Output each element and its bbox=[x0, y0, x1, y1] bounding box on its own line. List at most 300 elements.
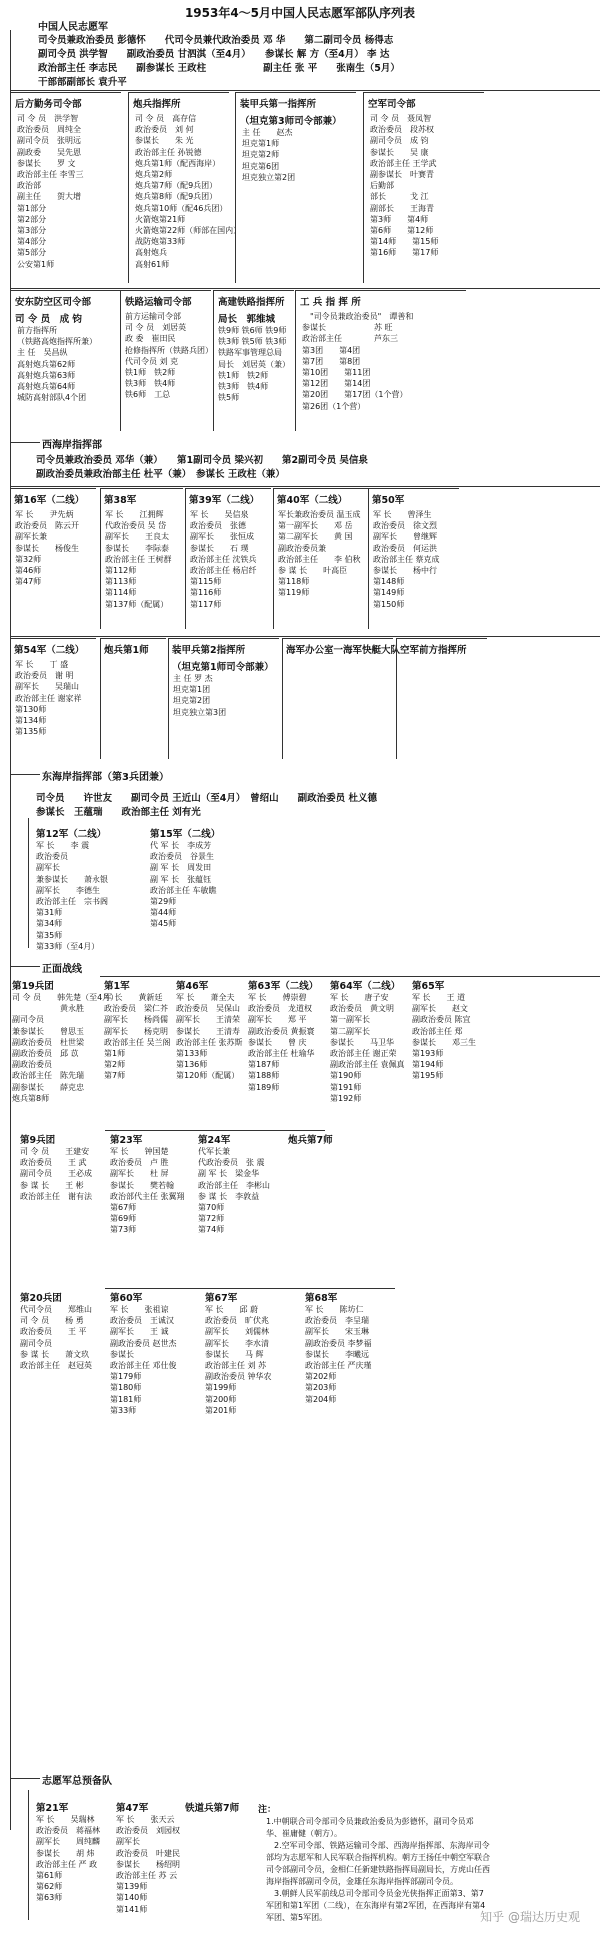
unit-line: 第62师 bbox=[36, 1882, 63, 1892]
unit-lines bbox=[135, 113, 242, 270]
west-row-rule bbox=[10, 486, 600, 487]
unit-line: 第115师 bbox=[190, 577, 222, 587]
unit-line: 政治部主任 孙锐德 bbox=[135, 147, 202, 157]
unit-line: 第31师 bbox=[36, 908, 63, 918]
unit-line: 第135师 bbox=[15, 727, 47, 737]
unit-lines bbox=[330, 992, 410, 1104]
unit-line: 政治委员 王 武 bbox=[20, 1158, 87, 1168]
unit-name: 第24军 bbox=[198, 1135, 231, 1146]
unit-name: 装甲兵第一指挥所 bbox=[240, 99, 317, 110]
unit-box bbox=[104, 978, 174, 1082]
unit-line: 副司令员 bbox=[12, 1015, 44, 1025]
unit-line: 军 长 黄新廷 bbox=[104, 993, 163, 1002]
unit-line: 坦克独立第2团 bbox=[242, 172, 296, 182]
unit-line: 第199师 bbox=[205, 1383, 237, 1393]
unit-line: 炮兵第10师（配46兵团） bbox=[135, 203, 228, 213]
unit-line: 副军长 张恒成 bbox=[190, 532, 254, 542]
unit-name: 第50军 bbox=[372, 495, 405, 506]
unit-line: 第44师 bbox=[150, 908, 177, 918]
unit-line: 副参谋长 叶赛青 bbox=[370, 170, 434, 180]
unit-box bbox=[36, 826, 146, 952]
unit-lines bbox=[370, 113, 484, 259]
unit-box bbox=[10, 488, 96, 629]
unit-box bbox=[10, 92, 121, 283]
unit-line: 3.朝鲜人民军前线总司令部司令员金光侠指挥正面第3、第7 bbox=[266, 1889, 484, 1898]
hq-line: 干部部副部长 袁升平 bbox=[38, 77, 127, 88]
unit-line: 政治部主任 沈铁兵 bbox=[190, 554, 257, 564]
unit-line: 第3师 第4师 bbox=[370, 214, 429, 224]
unit-box bbox=[288, 1132, 358, 1146]
unit-line: 公安第1师 bbox=[17, 259, 55, 269]
unit-line: 第29师 bbox=[150, 897, 177, 907]
unit-line: 第202师 bbox=[305, 1372, 337, 1382]
unit-line: 高射炮兵第62师 bbox=[17, 359, 76, 369]
unit-line: 铁3师 铁5师 铁3师 bbox=[218, 337, 287, 347]
unit-line: 主 任 吴昌纵 bbox=[17, 348, 68, 358]
unit-line: 第33师（至4月） bbox=[36, 941, 100, 951]
unit-line: 政治部主任 蔡克成 bbox=[373, 554, 440, 564]
unit-line: 铁3师 铁4师 bbox=[218, 382, 269, 392]
unit-line: 第20团 第17团（1个营） bbox=[302, 390, 408, 400]
unit-line: 坦克独立第3团 bbox=[173, 707, 227, 717]
east-line: 参谋长 王蕴瑞 政治部主任 刘有光 bbox=[36, 807, 201, 818]
unit-lines bbox=[373, 509, 459, 610]
unit-line: 政治委员 段苏权 bbox=[370, 125, 434, 135]
unit-line: 政治部主任 李彬山 bbox=[198, 1180, 270, 1190]
unit-line: 第61师 bbox=[36, 1871, 63, 1881]
unit-line: 局长 刘居英（兼） bbox=[218, 359, 290, 369]
unit-line: 军 长 李 震 bbox=[36, 841, 90, 850]
unit-line: 副军长 杜 屏 bbox=[110, 1169, 169, 1179]
unit-line: 参谋长 杨俊生 bbox=[15, 543, 79, 553]
unit-line: 军 长 陈坊仁 bbox=[305, 1305, 364, 1314]
unit-line: 第149师 bbox=[373, 588, 405, 598]
unit-name: 后方勤务司令部 bbox=[15, 99, 82, 110]
unit-box bbox=[185, 1800, 255, 1814]
unit-line: 政治部主任 苏 云 bbox=[116, 1871, 178, 1881]
unit-name: 炮兵指挥所 bbox=[133, 99, 181, 110]
unit-line: 铁1师 铁2师 bbox=[125, 368, 176, 378]
unit-box bbox=[100, 488, 183, 629]
unit-line: 军 长 吴瑞林 bbox=[36, 1815, 95, 1824]
unit-line: 政治部主任 宗书阁 bbox=[36, 897, 108, 907]
unit-lines bbox=[116, 1814, 191, 1915]
unit-box bbox=[273, 488, 369, 629]
unit-line: 第194师 bbox=[412, 1060, 444, 1070]
page-title: 1953年4～5月中国人民志愿军部队序列表 bbox=[184, 6, 416, 20]
unit-line: 第190师 bbox=[330, 1071, 362, 1081]
unit-sub: （坦克第1师司令部兼） bbox=[172, 662, 274, 673]
unit-line: 政治委员 蒋福林 bbox=[36, 1826, 100, 1836]
unit-line: 火箭炮第22师（师部在国内） bbox=[135, 226, 242, 236]
unit-line: 副军长兼 bbox=[15, 532, 47, 542]
unit-name: 安东防空区司令部 bbox=[15, 297, 92, 308]
unit-box bbox=[198, 1132, 283, 1236]
unit-lines bbox=[173, 673, 279, 718]
unit-line: 参谋长 李际泰 bbox=[105, 543, 169, 553]
unit-line: 第119师 bbox=[278, 588, 310, 598]
unit-lines bbox=[17, 113, 121, 270]
unit-line: 副政治委员 黄振寰 bbox=[248, 1026, 315, 1036]
unit-line: 第137师（配属） bbox=[105, 599, 169, 609]
front-rule bbox=[10, 966, 40, 967]
unit-line: 政治部主任 严庆瑾 bbox=[305, 1361, 372, 1371]
unit-line: 军 长 丁 盛 bbox=[15, 660, 69, 669]
unit-name: 第54军（二线） bbox=[14, 645, 85, 656]
unit-line: 第2师 bbox=[104, 1060, 126, 1070]
unit-line: 副司令员 bbox=[20, 1338, 52, 1348]
unit-line: 副军长 bbox=[116, 1837, 140, 1847]
unit-line: 军 长 傅崇碧 bbox=[248, 993, 307, 1002]
unit-line: 司 令 员 杨 勇 bbox=[20, 1316, 84, 1326]
unit-line: 第116师 bbox=[190, 588, 222, 598]
unit-line: 军 长 尹先炳 bbox=[15, 510, 74, 519]
unit-line: 第5部分 bbox=[17, 248, 47, 258]
unit-line: 第一副军长 邓 岳 bbox=[278, 521, 353, 531]
unit-name: 铁道兵第7师 bbox=[185, 1803, 240, 1814]
unit-line: 政治部主任 严 政 bbox=[36, 1859, 98, 1869]
unit-line: 部均为志愿军和人民军联合指挥机构。朝方王扬任中朝空军联合 bbox=[266, 1853, 490, 1862]
unit-line: 政治部主任 陈先瑞 bbox=[12, 1071, 84, 1081]
unit-line: "司令员兼政治委员" 谭善和 bbox=[302, 312, 414, 321]
watermark: 知乎 @瑞达历史观 bbox=[480, 1910, 580, 1924]
unit-lines bbox=[20, 1304, 110, 1371]
unit-line: 参谋长 苏 旺 bbox=[302, 323, 393, 333]
unit-line: 政治委员 陈云开 bbox=[15, 521, 79, 531]
unit-name: 第15军（二线） bbox=[150, 829, 221, 840]
unit-line: 副军长 李德生 bbox=[36, 885, 100, 895]
unit-line: 政治部代主任 张翼翔 bbox=[110, 1191, 185, 1201]
unit-line: 第46师 bbox=[15, 566, 42, 576]
hq-name: 中国人民志愿军 bbox=[38, 22, 108, 33]
unit-line: 铁6师 工总 bbox=[125, 390, 171, 400]
army20-rule bbox=[105, 1288, 395, 1289]
unit-line: 副军长 曾继辉 bbox=[373, 532, 437, 542]
unit-name: 第19兵团 bbox=[12, 981, 54, 992]
unit-line: 政治委员 谷景生 bbox=[150, 852, 214, 862]
unit-line: 第201师 bbox=[205, 1405, 237, 1415]
unit-line: 司 令 员 洪学智 bbox=[17, 114, 79, 123]
unit-line: 政治部主任 芦东三 bbox=[302, 334, 398, 344]
unit-line: 战防炮第33师 bbox=[135, 237, 186, 247]
unit-line: 黄永胜 bbox=[12, 1004, 84, 1014]
unit-line: 第47师 bbox=[15, 577, 42, 587]
front-row-rule bbox=[100, 976, 600, 977]
unit-line: 军 长 王 道 bbox=[412, 993, 466, 1002]
unit-line: 政治部主任 赵冠英 bbox=[20, 1361, 92, 1371]
unit-line: 第69师 bbox=[110, 1214, 137, 1224]
unit-line: 副军长 吴瑞山 bbox=[15, 682, 79, 692]
unit-line: 炮兵第1师（配西海岸） bbox=[135, 158, 221, 168]
unit-line: 参谋长 bbox=[110, 1349, 134, 1359]
unit-line: 政治委员 谢 明 bbox=[15, 671, 74, 681]
unit-name: 第21军 bbox=[36, 1803, 69, 1814]
unit-line: 城防高射部队4个团 bbox=[17, 393, 87, 403]
unit-line: 政治部主任 王学武 bbox=[370, 158, 437, 168]
unit-line: 政治委员 李呈瑞 bbox=[305, 1316, 369, 1326]
unit-name: 空军前方指挥所 bbox=[400, 645, 467, 656]
unit-line: 炮兵第7师（配9兵团） bbox=[135, 181, 218, 191]
unit-line: 第203师 bbox=[305, 1383, 337, 1393]
unit-lines bbox=[205, 1304, 295, 1416]
unit-line: 副政治部主任 袁佩真 bbox=[330, 1060, 405, 1070]
unit-line: 第1部分 bbox=[17, 203, 47, 213]
unit-line: 政治委员 黄文明 bbox=[330, 1004, 394, 1014]
unit-name: 第60军 bbox=[110, 1293, 143, 1304]
unit-line: 司 令 员 韩先楚（至4月） bbox=[12, 993, 119, 1002]
unit-line: 政治委员 王 平 bbox=[20, 1327, 87, 1337]
unit-line: 副军长 郑 平 bbox=[248, 1015, 307, 1025]
unit-line: 参谋长 曾 庆 bbox=[248, 1037, 307, 1047]
unit-name: 第46军 bbox=[176, 981, 209, 992]
reserve-name: 志愿军总预备队 bbox=[42, 1776, 112, 1787]
unit-line: 政治部主任 杨启纤 bbox=[190, 566, 257, 576]
unit-line: 政治部主任 车敏瞧 bbox=[150, 885, 217, 895]
unit-lines bbox=[412, 992, 502, 1082]
unit-line: 第187师 bbox=[248, 1060, 280, 1070]
unit-line: 军 长 唐子安 bbox=[330, 993, 389, 1002]
west-rowb-rule bbox=[10, 636, 600, 637]
unit-line: 军 长 江拥辉 bbox=[105, 510, 164, 519]
unit-line: 参谋长 石 璞 bbox=[190, 543, 249, 553]
unit-line: 参谋长 杨中行 bbox=[373, 566, 437, 576]
unit-line: 炮兵第2师 bbox=[135, 170, 173, 180]
unit-line: 司 令 员 刘居英 bbox=[125, 323, 187, 333]
unit-line: 军团和第1军团（二线），在东海岸有第2军团，在西海岸有第4 bbox=[266, 1901, 486, 1910]
unit-box bbox=[150, 826, 260, 930]
unit-line: 第141师 bbox=[116, 1904, 148, 1914]
unit-line: 参谋长 王清寿 bbox=[176, 1026, 240, 1036]
unit-line: 第140师 bbox=[116, 1893, 148, 1903]
unit-sub: （坦克第3师司令部兼） bbox=[240, 116, 342, 127]
unit-name: 炮兵第1师 bbox=[104, 645, 149, 656]
unit-line: 兼参谋长 萧永银 bbox=[36, 874, 108, 884]
unit-line: 第181师 bbox=[110, 1394, 142, 1404]
unit-line: 政治委员 卢 胜 bbox=[110, 1158, 169, 1168]
unit-line: 第74师 bbox=[198, 1225, 225, 1235]
unit-name: 第40军（二线） bbox=[277, 495, 348, 506]
unit-line: 副 军 长 周发田 bbox=[150, 863, 212, 873]
unit-name: 炮兵第7师 bbox=[288, 1135, 333, 1146]
unit-line: 司 令 员 高存信 bbox=[135, 114, 197, 123]
unit-name: 第39军（二线） bbox=[189, 495, 260, 506]
unit-lines bbox=[104, 992, 174, 1082]
unit-line: 副司令员 成 钧 bbox=[370, 136, 429, 146]
unit-line: 军团、第5军团。 bbox=[266, 1913, 328, 1922]
unit-name: 第47军 bbox=[116, 1803, 149, 1814]
unit-line: 第112师 bbox=[105, 566, 137, 576]
unit-lines bbox=[110, 1304, 200, 1416]
unit-line: 副部长 王海青 bbox=[370, 203, 434, 213]
unit-line: 后勤部 bbox=[370, 181, 394, 191]
unit-line: 铁9师 铁6师 铁9师 bbox=[218, 326, 287, 335]
unit-name: 铁路运输司令部 bbox=[125, 297, 192, 308]
unit-line: 军长兼政治委员 温玉成 bbox=[278, 510, 361, 519]
unit-line: 第2部分 bbox=[17, 214, 47, 224]
unit-line: 参谋长 胡 炜 bbox=[36, 1848, 95, 1858]
unit-line: 政治部主任 郑 bbox=[412, 1026, 463, 1036]
unit-line: 第136师 bbox=[176, 1060, 208, 1070]
unit-line: 第72师 bbox=[198, 1214, 225, 1224]
unit-line: 政治部主任 谢家祥 bbox=[15, 693, 82, 703]
unit-box bbox=[100, 638, 166, 759]
unit-name: 空军司令部 bbox=[368, 99, 416, 110]
unit-line: 铁5师 bbox=[218, 393, 240, 403]
unit-name: 高建铁路指挥所 bbox=[218, 297, 285, 308]
unit-name: 第16军（二线） bbox=[14, 495, 85, 506]
unit-line: 第63师 bbox=[36, 1893, 63, 1903]
unit-line: 第二副军长 bbox=[330, 1026, 370, 1036]
hq-line: 司令员兼政治委员 彭德怀 代司令员兼代政治委员 邓 华 第二副司令员 杨得志 bbox=[38, 35, 394, 46]
unit-line: 第200师 bbox=[205, 1394, 237, 1404]
unit-line: 政治委员 梁仁芥 bbox=[104, 1004, 168, 1014]
unit-line: 司 令 员 王建安 bbox=[20, 1147, 90, 1156]
unit-lines bbox=[198, 1146, 283, 1236]
unit-line: 副政治委员 bbox=[12, 1060, 52, 1070]
unit-box bbox=[205, 1290, 295, 1416]
unit-line: 政治部主任 杜瑜华 bbox=[248, 1049, 315, 1059]
unit-line: 高射炮兵第63师 bbox=[17, 370, 76, 380]
unit-line: 参谋长 马卫华 bbox=[330, 1037, 394, 1047]
unit-line: 代政治委员 吴 岱 bbox=[105, 521, 167, 531]
unit-line: 第7团 第8团 bbox=[302, 356, 361, 366]
unit-line: 第33师 bbox=[110, 1405, 137, 1415]
unit-line: 第10团 第11团 bbox=[302, 368, 371, 378]
unit-line: 军 长 邱 蔚 bbox=[205, 1305, 259, 1314]
unit-line: 第45师 bbox=[150, 919, 177, 929]
unit-line: 副军长 杨尚儒 bbox=[104, 1015, 168, 1025]
unit-line: 坦克第1师 bbox=[242, 139, 280, 149]
unit-line: 炮兵第8师 bbox=[12, 1093, 50, 1103]
unit-line: 主 任 赵杰 bbox=[242, 128, 293, 137]
unit-lines bbox=[36, 840, 146, 952]
west-line: 司令员兼政治委员 邓华（兼） 第1副司令员 梁兴初 第2副司令员 吴信泉 bbox=[36, 455, 368, 466]
unit-box bbox=[213, 290, 294, 431]
unit-box bbox=[10, 290, 121, 431]
east-line: 司令员 许世友 副司令员 王近山（至4月） 曾绍山 副政治委员 杜义德 bbox=[36, 793, 377, 804]
unit-line: 政治部主任 邓仕俊 bbox=[110, 1361, 177, 1371]
unit-name: 工 兵 指 挥 所 bbox=[300, 297, 361, 308]
notes-heading: 注： bbox=[258, 1805, 277, 1815]
reserve-branch bbox=[28, 1790, 29, 1920]
unit-line: 前方运输司令部 bbox=[125, 312, 181, 321]
unit-line: 军 长 张天云 bbox=[116, 1815, 175, 1824]
unit-line: 第148师 bbox=[373, 577, 405, 587]
unit-box bbox=[295, 290, 466, 431]
unit-box bbox=[363, 92, 484, 283]
unit-line: 副军长 杨克明 bbox=[104, 1026, 168, 1036]
unit-line: 副政治委员兼 bbox=[278, 543, 326, 553]
unit-line: 副政治委员 邱 苡 bbox=[12, 1049, 79, 1059]
unit-line: 第16师 第17师 bbox=[370, 248, 439, 258]
unit-line: 参谋长 杨绍明 bbox=[116, 1859, 180, 1869]
unit-line: 政治部主任 刘 苏 bbox=[205, 1361, 267, 1371]
unit-line: 参谋长 朱 光 bbox=[135, 136, 194, 146]
unit-name: 第9兵团 bbox=[20, 1135, 56, 1146]
unit-line: 军 长 吴信泉 bbox=[190, 510, 249, 519]
unit-box bbox=[20, 1132, 110, 1202]
unit-sub: 司 令 员 成 钧 bbox=[15, 314, 82, 325]
unit-box bbox=[330, 978, 410, 1104]
unit-line: 第7师 bbox=[104, 1071, 126, 1081]
unit-box bbox=[116, 1800, 191, 1915]
unit-box bbox=[185, 488, 271, 629]
unit-line: 政治委员 周纯全 bbox=[17, 125, 81, 135]
unit-lines bbox=[20, 1146, 110, 1202]
unit-line: 参谋长 邓三生 bbox=[412, 1037, 476, 1047]
unit-line: 副 军 长 梁金华 bbox=[198, 1169, 260, 1179]
unit-box bbox=[20, 1290, 110, 1371]
unit-line: 铁3师 铁4师 bbox=[125, 379, 176, 389]
unit-lines bbox=[36, 1814, 116, 1904]
unit-line: 副军长 王 诚 bbox=[110, 1327, 169, 1337]
unit-line: 军 长 张祖谅 bbox=[110, 1305, 169, 1314]
unit-line: 政治部 bbox=[17, 181, 41, 191]
unit-line: 副军长 赵文 bbox=[412, 1004, 468, 1014]
unit-lines bbox=[150, 840, 260, 930]
unit-line: 参谋长 罗 文 bbox=[17, 158, 76, 168]
unit-line: 副司令员 王必成 bbox=[20, 1169, 92, 1179]
unit-lines bbox=[242, 127, 356, 183]
unit-line: 第73师 bbox=[110, 1225, 137, 1235]
unit-line: 第180师 bbox=[110, 1383, 142, 1393]
unit-line: 副军长 宋玉琳 bbox=[305, 1327, 369, 1337]
unit-line: 政治委员 bbox=[36, 852, 68, 862]
unit-line: 副司令员 张明远 bbox=[17, 136, 81, 146]
unit-line: 参 谋 长 王 彬 bbox=[20, 1180, 84, 1190]
unit-sub: 局长 郭维城 bbox=[218, 314, 276, 325]
army9-rule bbox=[105, 1130, 325, 1131]
unit-line: 第134师 bbox=[15, 716, 47, 726]
unit-line: 军 长 钟国楚 bbox=[110, 1147, 169, 1156]
unit-line: 政治委员 张德 bbox=[190, 521, 246, 531]
unit-line: 1.中朝联合司令部司令员兼政治委员为彭德怀，副司令员邓 bbox=[266, 1817, 474, 1826]
unit-line: 副政治委员 陈宜 bbox=[412, 1015, 471, 1025]
unit-line: 第204师 bbox=[305, 1394, 337, 1404]
front-name: 正面战线 bbox=[42, 964, 82, 975]
unit-line: 第188师 bbox=[248, 1071, 280, 1081]
unit-lines bbox=[190, 509, 271, 610]
unit-line: 坦克第2团 bbox=[173, 696, 211, 706]
unit-line: 坦克第6团 bbox=[242, 161, 280, 171]
unit-line: 政治部主任 王树群 bbox=[105, 554, 172, 564]
unit-line: 第117师 bbox=[190, 599, 222, 609]
row2-rule bbox=[10, 288, 600, 289]
unit-line: 铁路军事管理总局 bbox=[218, 348, 282, 358]
unit-lines bbox=[176, 992, 246, 1082]
unit-line: 第1师 bbox=[104, 1049, 126, 1059]
unit-line: 第二副军长 黄 国 bbox=[278, 532, 353, 542]
unit-lines bbox=[110, 1146, 195, 1236]
unit-line: 政治委员 旷伏兆 bbox=[205, 1316, 269, 1326]
unit-line: 副政委 吴先恩 bbox=[17, 147, 81, 157]
unit-name: 第20兵团 bbox=[20, 1293, 62, 1304]
unit-lines bbox=[15, 659, 96, 737]
west-line: 副政治委员兼政治部主任 杜平（兼） 参谋长 王政柱（兼） bbox=[36, 469, 285, 480]
unit-line: 第32师 bbox=[15, 554, 42, 564]
unit-box bbox=[248, 978, 328, 1093]
unit-box bbox=[110, 1132, 195, 1236]
unit-line: 第192师 bbox=[330, 1093, 362, 1103]
unit-lines bbox=[248, 992, 328, 1093]
unit-line: 参谋长 李曦远 bbox=[305, 1349, 369, 1359]
unit-line: 司令部副司令员，金相仁任新建铁路指挥局副局长，方虎山任西 bbox=[266, 1865, 490, 1874]
unit-line: 坦克第1团 bbox=[173, 685, 211, 695]
unit-line: 华、崔庸健（朝方）。 bbox=[266, 1829, 342, 1838]
unit-line: 军 长 曾泽生 bbox=[373, 510, 432, 519]
unit-line: 第4部分 bbox=[17, 237, 47, 247]
unit-line: 参 谋 长 叶高臣 bbox=[278, 566, 348, 576]
